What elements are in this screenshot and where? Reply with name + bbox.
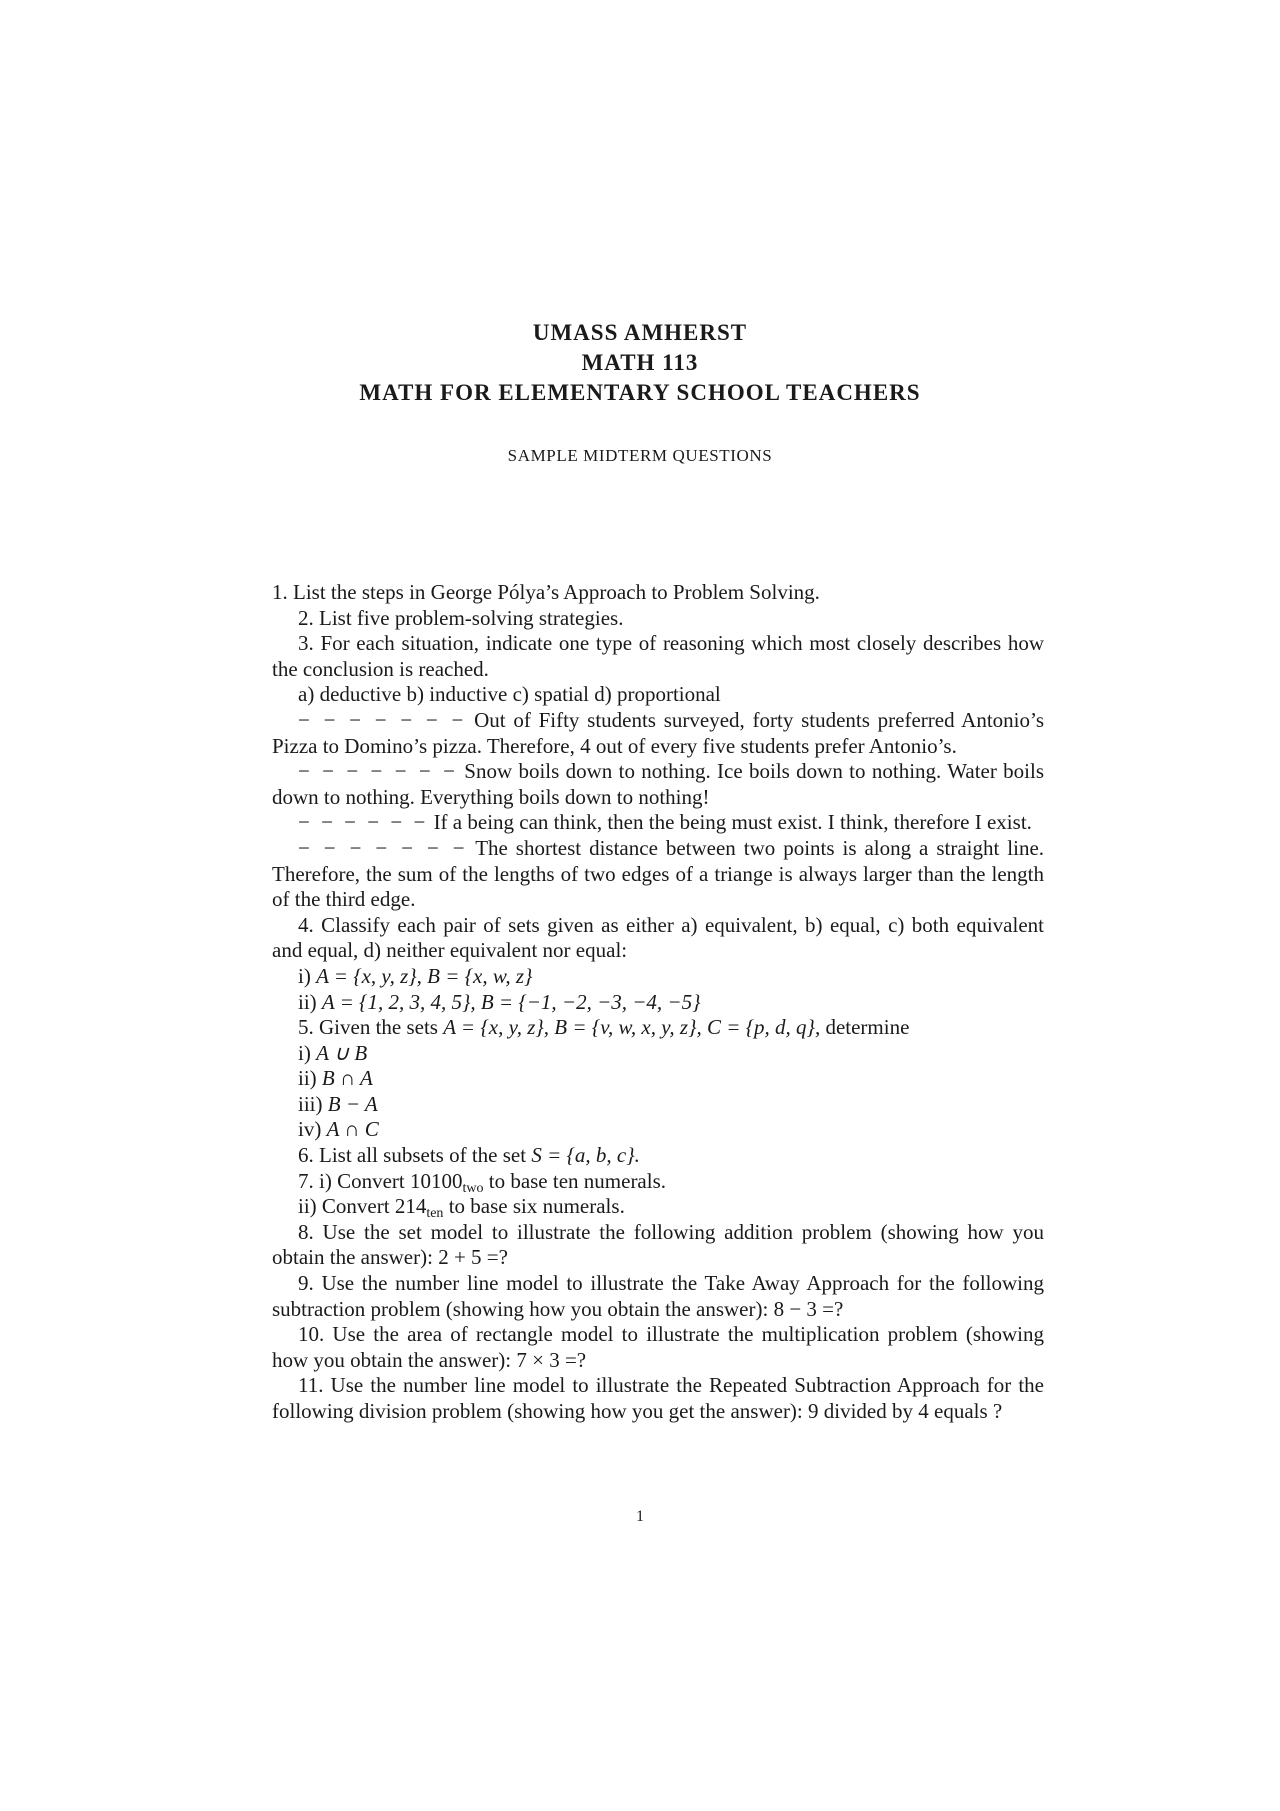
part-label: i) — [298, 1040, 311, 1065]
part-label: ii) — [298, 1066, 317, 1091]
page-number: 1 — [636, 1508, 644, 1525]
question-11: 11. Use the number line model to illustrate the Repeated Subtraction Approach for the following division problem (showing how you get the answer): 9 divided by 4 equals ? — [272, 1373, 1044, 1423]
situation-text: Out of Fifty students surveyed, forty students preferred Antonio’s Pizza to Domino’s pizza. Therefore, 4 out of every five students prefer Antonio’s. — [272, 707, 1045, 758]
set-expression: A = {1, 2, 3, 4, 5}, B = {−1, −2, −3, −4, −5} — [321, 989, 701, 1014]
question-5 — [272, 1015, 1044, 1041]
question-text: to base ten numerals. — [488, 1168, 667, 1193]
question-text: ii) Convert 214 — [298, 1194, 427, 1219]
questions-body — [272, 580, 1044, 1425]
question-3-options: a) deductive b) inductive c) spatial d) proportional — [298, 682, 721, 707]
set-expression: B ∩ A — [321, 1066, 373, 1091]
question-3: 3. For each situation, indicate one type of reasoning which most closely describes how the conclusion is reached. — [272, 631, 1044, 681]
part-label: ii) — [298, 989, 317, 1014]
answer-blank: − − − − − − − — [298, 759, 458, 784]
question-4-part-i — [272, 964, 1044, 990]
question-text: 7. i) Convert 10100 — [298, 1168, 463, 1193]
question-3-situation-d — [272, 836, 1044, 913]
question-4: 4. Classify each pair of sets given as either a) equivalent, b) equal, c) both equivalent and equal, d) neither equivalent nor equal: — [272, 912, 1044, 963]
question-text: to base six numerals. — [448, 1194, 625, 1219]
answer-blank: − − − − − − — [298, 810, 429, 835]
question-3-situation-c — [272, 810, 1044, 836]
set-expression: A = {x, y, z}, B = {x, w, z} — [316, 963, 533, 988]
answer-blank: − − − − − − − — [298, 835, 468, 860]
set-expression: A = {x, y, z}, B = {v, w, x, y, z}, C = {p, d, q}, — [443, 1015, 821, 1040]
set-expression: B − A — [327, 1091, 378, 1116]
question-5-part-iv — [272, 1117, 1044, 1143]
question-7-part-ii — [272, 1194, 1044, 1220]
situation-text: If a being can think, then the being must exist. I think, therefore I exist. — [433, 810, 1032, 835]
situation-text: Snow boils down to nothing. Ice boils down to nothing. Water boils down to nothing. Everything boils down to nothing! — [272, 759, 1045, 809]
question-10: 10. Use the area of rectangle model to illustrate the multiplication problem (showing how you obtain the answer): 7 × 3 =? — [272, 1322, 1044, 1372]
university-title: UMASS AMHERST — [532, 320, 748, 345]
course-title: MATH FOR ELEMENTARY SCHOOL TEACHERS — [359, 380, 921, 405]
answer-blank: − − − − − − − — [298, 707, 467, 732]
part-label: iv) — [298, 1117, 322, 1142]
question-8: 8. Use the set model to illustrate the following addition problem (showing how you obtain the answer): 2 + 5 =? — [272, 1219, 1044, 1270]
set-expression: S = {a, b, c}. — [531, 1143, 640, 1168]
document-subtitle: SAMPLE MIDTERM QUESTIONS — [507, 446, 773, 465]
question-9: 9. Use the number line model to illustrate the Take Away Approach for the following subtraction problem (showing how you obtain the answer): 8 − 3 =? — [272, 1271, 1044, 1321]
set-expression: A ∪ B — [316, 1040, 368, 1065]
question-5-part-i — [272, 1041, 1044, 1067]
base-subscript: ten — [426, 1206, 444, 1222]
question-4-part-ii — [272, 990, 1044, 1016]
base-subscript: two — [462, 1180, 484, 1196]
question-6 — [272, 1143, 1044, 1169]
set-expression: A ∩ C — [326, 1117, 379, 1142]
question-text: determine — [825, 1015, 910, 1040]
question-2: 2. List five problem-solving strategies. — [298, 605, 624, 630]
question-3-situation-a — [272, 708, 1044, 759]
question-7-part-i — [272, 1169, 1044, 1195]
question-3-situation-b — [272, 759, 1044, 810]
part-label: i) — [298, 963, 311, 988]
question-1: 1. List the steps in George Pólya’s Approach to Problem Solving. — [272, 580, 820, 604]
situation-text: The shortest distance between two points is along a straight line. Therefore, the sum of the lengths of two edges of a triange is always larger than the length of the third edge. — [272, 835, 1045, 912]
question-5-part-ii — [272, 1066, 1044, 1092]
question-text: 6. List all subsets of the set — [298, 1143, 527, 1168]
question-5-part-iii — [272, 1092, 1044, 1118]
course-number: MATH 113 — [581, 350, 699, 375]
part-label: iii) — [298, 1091, 323, 1116]
question-text: 5. Given the sets — [298, 1015, 438, 1040]
